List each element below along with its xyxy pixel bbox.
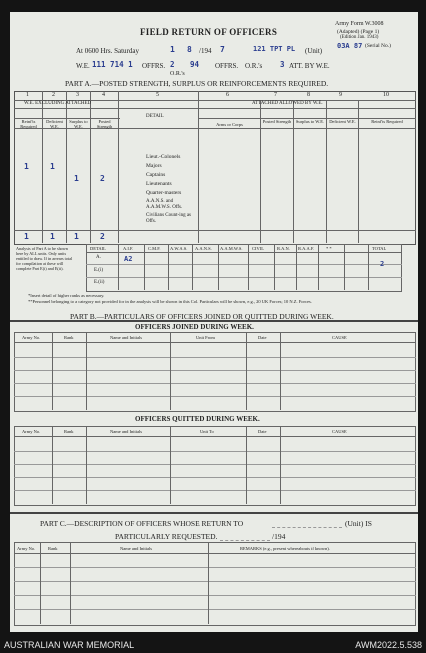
rank-aans: A.A.N.S. and A.A.M.W.S. Offs. (146, 199, 183, 210)
footer-bar (4, 638, 422, 652)
part-c-table (14, 542, 416, 626)
att-label: ATT. BY W.E. (289, 62, 330, 70)
analysis-h-raaf: R.A.A.F. (298, 246, 315, 251)
edition-label: (Edition Jan. 1943) (340, 35, 379, 40)
analysis-row-a: A. (96, 255, 101, 260)
value-surplus: 1 (74, 174, 79, 183)
total-posted: 2 (100, 232, 105, 241)
offrs2-value: 2 (170, 60, 175, 69)
date-year-prefix: /194 (199, 47, 212, 55)
rank-majors: Majors (146, 163, 162, 169)
col-number-5: 5 (156, 92, 159, 98)
date-month: 8 (187, 45, 192, 54)
at-hrs-label: At 0600 Hrs. Saturday (76, 47, 139, 55)
rank-quarter-masters: Quarter-masters (146, 190, 182, 196)
rank-civilians: Civilians Count-ing as Offs. (146, 213, 191, 224)
total-deficient: 1 (50, 232, 55, 241)
part-c-heading-2: PARTICULARLY REQUESTED. (115, 532, 218, 541)
offrs-label: OFFRS. (142, 62, 166, 70)
part-c-h-army-no: Army No. (17, 546, 36, 551)
analysis-h-aans: A.A.N.S. (195, 246, 212, 251)
footnote-2: **Personnel belonging to a category not provided for in the analysis will be shown in this Col. Particulars will be shown, e.g., 20 UK Forces; 10 N.Z. Forces. (28, 299, 312, 304)
col-number-9: 9 (339, 92, 342, 98)
value-reinfts: 1 (24, 162, 29, 171)
quitted-h-army-no: Army No. (22, 429, 41, 434)
att-value: 3 (280, 60, 285, 69)
header-right-posted: Posted Strength (262, 119, 292, 124)
analysis-row-eii: E.(ii) (94, 280, 105, 285)
attached-allowed-header: ATTACHED ALLOWED BY W.E. (252, 101, 323, 106)
analysis-h-detail: DETAIL (90, 246, 106, 251)
part-c-heading-1: PART C.—DESCRIPTION OF OFFICERS WHOSE RETURN TO (40, 519, 244, 528)
or-value: 94 (190, 60, 200, 69)
header-arms-corps: Arms or Corps (216, 122, 243, 127)
col-number-3: 3 (76, 92, 79, 98)
col-number-8: 8 (307, 92, 310, 98)
footnote-1: *Insert detail of higher ranks as necessary. (28, 293, 105, 298)
analysis-h-ran: R.A.N. (277, 246, 290, 251)
header-right-reinfts: Reinf'ts Required (371, 119, 403, 124)
quitted-h-unit-to: Unit To (200, 429, 214, 434)
date-year: 7 (220, 45, 225, 54)
header-right-surplus: Surplus to W.E. (295, 119, 325, 124)
unit-value: 121 TPT PL (253, 45, 296, 53)
analysis-h-other: * * (326, 246, 332, 251)
analysis-h-cmf: C.M.F. (148, 246, 161, 251)
we-excluding-header: W.E. EXCLUDING ATTACHED (24, 101, 92, 106)
quitted-h-cause: CAUSE (332, 429, 347, 434)
part-c-unit-is: (Unit) IS (345, 519, 372, 528)
unit-label: (Unit) (305, 47, 323, 55)
we-label: W.E. (76, 62, 90, 70)
analysis-h-awas: A.W.A.S. (170, 246, 188, 251)
rank-captains: Captains (146, 172, 166, 178)
part-c-h-name: Name and Initials (120, 546, 152, 551)
analysis-h-total: TOTAL (372, 246, 387, 251)
analysis-aif-value: A2 (124, 255, 133, 263)
analysis-h-aamws: A.A.M.W.S. (220, 246, 243, 251)
col-number-4: 4 (102, 92, 105, 98)
col-number-10: 10 (383, 92, 389, 98)
date-day: 1 (170, 45, 175, 54)
col-number-7: 7 (274, 92, 277, 98)
form-title: FIELD RETURN OF OFFICERS (140, 27, 278, 37)
quitted-h-rank: Rank (64, 429, 74, 434)
joined-h-cause: CAUSE (332, 335, 347, 340)
adapted-label: (Adapted) (Page 1) (337, 29, 380, 35)
value-posted: 2 (100, 174, 105, 183)
header-detail: DETAIL (146, 114, 164, 119)
serial-number: 03A 87 (337, 42, 363, 50)
quitted-table (14, 426, 416, 506)
army-form-number: Army Form W.3008 (335, 21, 384, 27)
header-deficient: Deficient W.E. (46, 119, 63, 129)
footer-credit: AUSTRALIAN WAR MEMORIAL (4, 640, 135, 650)
col-number-1: 1 (26, 92, 29, 98)
we-value: 111 714 1 (92, 60, 133, 69)
analysis-total-value: 2 (380, 260, 385, 268)
quitted-title: OFFICERS QUITTED DURING WEEK. (135, 415, 260, 423)
value-deficient: 1 (50, 162, 55, 171)
rank-lieut-colonels: Lieut.-Colonels (146, 154, 181, 160)
footer-accession-number: AWM2022.5.538 (355, 640, 422, 650)
total-reinfts: 1 (24, 232, 29, 241)
quitted-h-name: Name and Initials (110, 429, 142, 434)
header-reinfts-required: Reinf'ts Required (20, 119, 37, 129)
col-number-2: 2 (52, 92, 55, 98)
or-label-1: O.R.'s (170, 71, 185, 77)
analysis-note: Analysis of Part A to be shown here by ALL units. Only units entitled to draw. If in arrears total for compilation at these will complete Part E(i) and E(ii). (16, 246, 73, 271)
serial-label: (Serial No.) (365, 43, 391, 49)
analysis-h-civil: CIVIL (252, 246, 264, 251)
header-posted-strength: Posted Strength (96, 119, 113, 129)
header-surplus: Surplus to W.E. (69, 119, 88, 129)
col-number-6: 6 (226, 92, 229, 98)
total-surplus: 1 (74, 232, 79, 241)
quitted-h-date: Date (258, 429, 267, 434)
joined-table (14, 332, 416, 412)
joined-h-rank: Rank (64, 335, 74, 340)
joined-title: OFFICERS JOINED DURING WEEK. (135, 323, 254, 331)
part-c-h-rank: Rank (48, 546, 58, 551)
part-a-heading: PART A.—POSTED STRENGTH, SURPLUS OR REINFORCEMENTS REQUIRED. (65, 79, 329, 88)
header-right-deficient: Deficient W.E. (329, 119, 356, 124)
joined-h-name: Name and Initials (110, 335, 142, 340)
joined-h-date: Date (258, 335, 267, 340)
part-c-h-remarks: REMARKS (e.g., present whereabouts if known). (240, 546, 330, 551)
part-a-table (14, 91, 416, 245)
offrs2-label: OFFRS. (215, 62, 239, 70)
form-sheet (10, 12, 418, 632)
joined-h-unit-from: Unit From (196, 335, 215, 340)
analysis-row-ei: E.(i) (94, 268, 104, 273)
part-c-date: /194 (272, 532, 286, 541)
or2-label: O.R.'s (245, 62, 263, 70)
analysis-h-aif: A.I.F. (123, 246, 134, 251)
rank-lieutenants: Lieutenants (146, 181, 172, 187)
joined-h-army-no: Army No. (22, 335, 41, 340)
part-b-heading: PART B.—PARTICULARS OF OFFICERS JOINED OR QUITTED DURING WEEK. (70, 312, 334, 321)
